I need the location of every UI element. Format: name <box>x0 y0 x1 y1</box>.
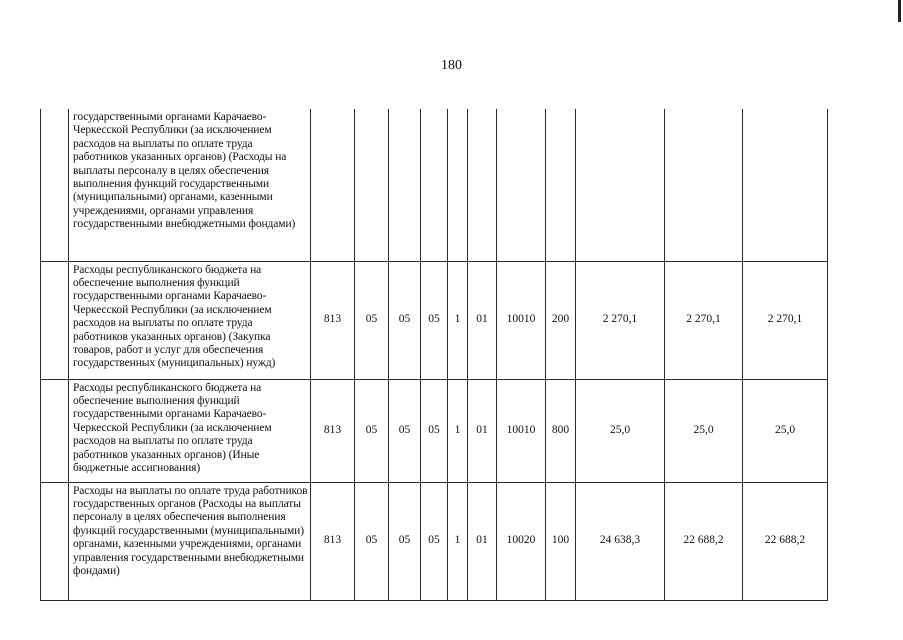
ministry-code-cell: 813 <box>311 482 355 600</box>
section-code-cell: 05 <box>355 261 389 379</box>
section-code-cell <box>355 109 389 261</box>
subprogram-code-cell: 1 <box>448 482 468 600</box>
amount-year3-cell <box>743 109 828 261</box>
amount-year1-cell: 24 638,3 <box>576 482 665 600</box>
amount-year1-cell <box>576 109 665 261</box>
program-code-cell: 05 <box>421 482 448 600</box>
table-row <box>41 482 828 600</box>
subsection-code-cell: 05 <box>389 379 421 482</box>
subsection-code-cell: 05 <box>389 482 421 600</box>
subsection-code-cell <box>389 109 421 261</box>
page-number: 180 <box>441 58 462 73</box>
direction-code-cell <box>497 109 546 261</box>
expense-type-cell <box>546 109 576 261</box>
event-code-cell: 01 <box>468 482 497 600</box>
budget-table <box>40 109 828 601</box>
event-code-cell <box>468 109 497 261</box>
ministry-code-cell: 813 <box>311 379 355 482</box>
row-index-cell <box>41 379 69 482</box>
row-index-cell <box>41 109 69 261</box>
amount-year2-cell: 2 270,1 <box>665 261 743 379</box>
row-index-cell <box>41 482 69 600</box>
direction-code-cell: 10010 <box>497 261 546 379</box>
amount-year3-cell: 22 688,2 <box>743 482 828 600</box>
amount-year3-cell: 2 270,1 <box>743 261 828 379</box>
row-index-cell <box>41 261 69 379</box>
subsection-code-cell: 05 <box>389 261 421 379</box>
scan-edge-mark <box>898 0 901 22</box>
expense-name-cell: Расходы республиканского бюджета на обеспечение выполнения функций государственными органами Карачаево-Черкесской Республики (за исключением расходов на выплаты по оплате труда работников указанных органов) (Закупка товаров, работ и услуг для обеспечения государственных (муниципальных) нужд) <box>69 261 311 379</box>
direction-code-cell: 10010 <box>497 379 546 482</box>
amount-year2-cell <box>665 109 743 261</box>
expense-name-cell: Расходы на выплаты по оплате труда работников государственных органов (Расходы на выплаты персоналу в целях обеспечения выполнения функций государственными (муниципальными) органами, казенными учреждениями, органами управления государственными внебюджетными фондами) <box>69 482 311 600</box>
expense-type-cell: 100 <box>546 482 576 600</box>
expense-type-cell: 800 <box>546 379 576 482</box>
program-code-cell: 05 <box>421 379 448 482</box>
amount-year3-cell: 25,0 <box>743 379 828 482</box>
table-row <box>41 109 828 261</box>
direction-code-cell: 10020 <box>497 482 546 600</box>
ministry-code-cell: 813 <box>311 261 355 379</box>
event-code-cell: 01 <box>468 379 497 482</box>
program-code-cell: 05 <box>421 261 448 379</box>
subprogram-code-cell: 1 <box>448 379 468 482</box>
ministry-code-cell <box>311 109 355 261</box>
table-row <box>41 379 828 482</box>
amount-year1-cell: 2 270,1 <box>576 261 665 379</box>
section-code-cell: 05 <box>355 379 389 482</box>
event-code-cell: 01 <box>468 261 497 379</box>
program-code-cell <box>421 109 448 261</box>
subprogram-code-cell: 1 <box>448 261 468 379</box>
subprogram-code-cell <box>448 109 468 261</box>
expense-name-cell: Расходы республиканского бюджета на обеспечение выполнения функций государственными органами Карачаево-Черкесской Республики (за исключением расходов на выплаты по оплате труда работников указанных органов) (Иные бюджетные ассигнования) <box>69 379 311 482</box>
section-code-cell: 05 <box>355 482 389 600</box>
expense-type-cell: 200 <box>546 261 576 379</box>
expense-name-cell: государственными органами Карачаево-Черкесской Республики (за исключением расходов на выплаты по оплате труда работников указанных органов) (Расходы на выплаты персоналу в целях обеспечения выполнения функций государственными (муниципальными) органами, казенными учреждениями, органами управления государственными внебюджетными фондами) <box>69 109 311 261</box>
amount-year2-cell: 25,0 <box>665 379 743 482</box>
amount-year1-cell: 25,0 <box>576 379 665 482</box>
amount-year2-cell: 22 688,2 <box>665 482 743 600</box>
table-row <box>41 261 828 379</box>
